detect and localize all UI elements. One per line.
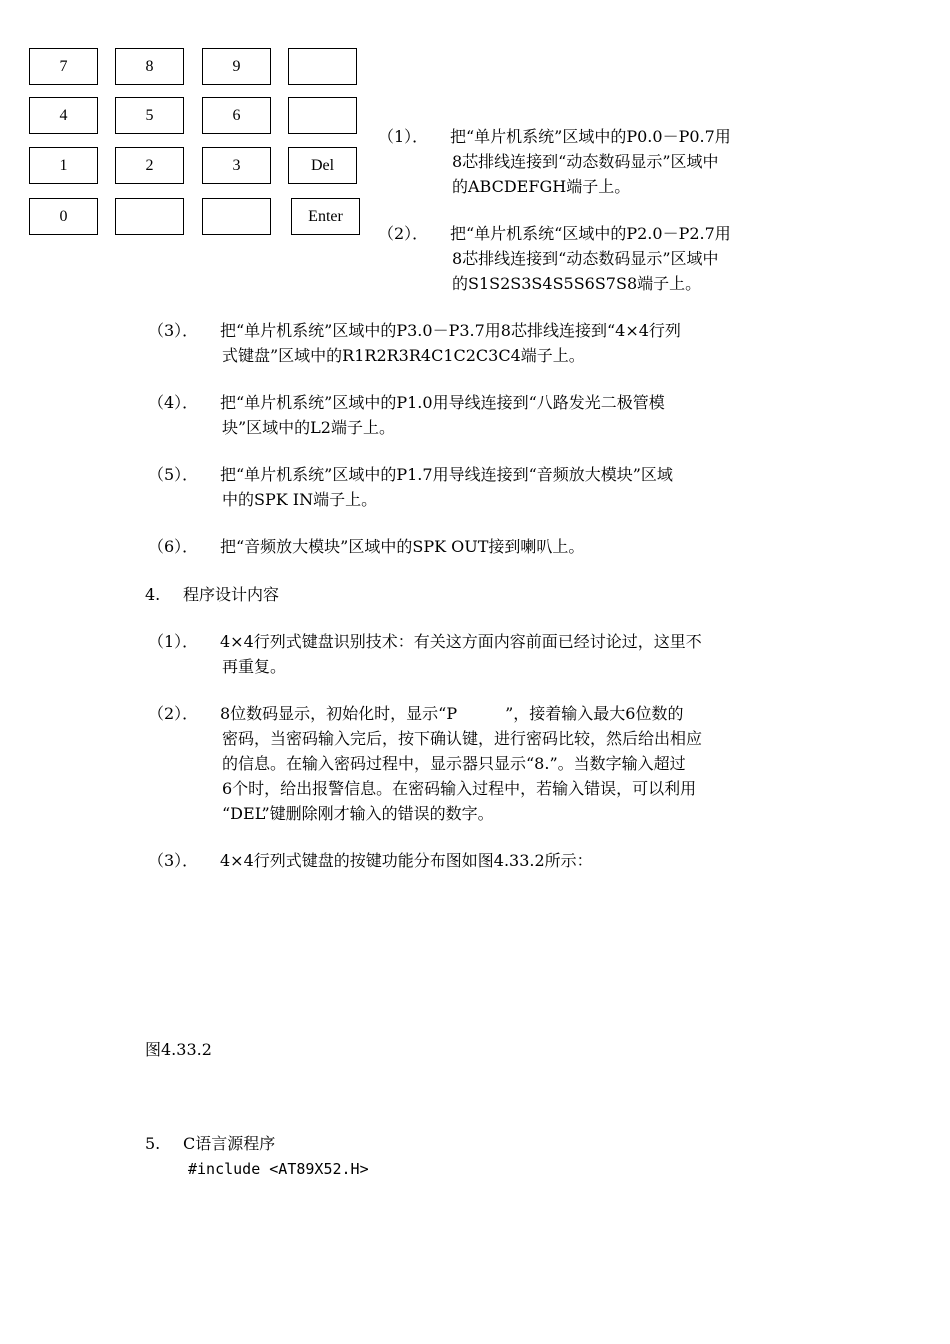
key-1: 1 (29, 147, 98, 184)
item-line: 的ABCDEFGH端子上。 (452, 177, 631, 196)
key-0: 0 (29, 198, 98, 235)
key-7: 7 (29, 48, 98, 85)
item-line: 8芯排线连接到“动态数码显示”区域中 (452, 152, 719, 171)
key-blank-r2 (288, 97, 357, 134)
key-blank-r4b (202, 198, 271, 235)
item-number: （3）． (148, 321, 199, 340)
figure-caption: 图4.33.2 (145, 1040, 212, 1059)
item-line: 把“单片机系统”区域中的P1.0用导线连接到“八路发光二极管模 (220, 393, 665, 412)
item-number: （3）． (148, 851, 199, 870)
item-line: 把“单片机系统”区域中的P3.0－P3.7用8芯排线连接到“4×4行列 (220, 321, 681, 340)
item-line: 的信息。在输入密码过程中，显示器只显示“8.”。当数字输入超过 (222, 754, 686, 773)
key-9: 9 (202, 48, 271, 85)
key-4: 4 (29, 97, 98, 134)
item-line: 8芯排线连接到“动态数码显示”区域中 (452, 249, 719, 268)
item-line: 把“单片机系统”区域中的P1.7用导线连接到“音频放大模块”区域 (220, 465, 673, 484)
item-number: （1）． (378, 127, 429, 146)
item-number: （2）． (148, 704, 199, 723)
item-line: 把“音频放大模块”区域中的SPK OUT接到喇叭上。 (220, 537, 585, 556)
item-line: 8位数码显示，初始化时，显示“P ”，接着输入最大6位数的 (220, 704, 684, 723)
item-number: （2）． (378, 224, 429, 243)
item-line: 4×4行列式键盘识别技术：有关这方面内容前面已经讨论过，这里不 (220, 632, 702, 651)
key-3: 3 (202, 147, 271, 184)
section-title: C语言源程序 (183, 1134, 276, 1153)
item-line: 把“单片机系统“区域中的P2.0－P2.7用 (450, 224, 731, 243)
section-title: 程序设计内容 (183, 585, 280, 604)
key-blank-r1 (288, 48, 357, 85)
key-8: 8 (115, 48, 184, 85)
item-line: 块”区域中的L2端子上。 (222, 418, 395, 437)
section-number: 4. (145, 585, 161, 604)
code-line: #include <AT89X52.H> (188, 1160, 369, 1178)
key-blank-r4a (115, 198, 184, 235)
item-line: 式键盘”区域中的R1R2R3R4C1C2C3C4端子上。 (222, 346, 585, 365)
item-line: 中的SPK IN端子上。 (222, 490, 378, 509)
section-number: 5. (145, 1134, 161, 1153)
key-2: 2 (115, 147, 184, 184)
item-line: 4×4行列式键盘的按键功能分布图如图4.33.2所示： (220, 851, 593, 870)
item-line: 把“单片机系统”区域中的P0.0－P0.7用 (450, 127, 731, 146)
key-5: 5 (115, 97, 184, 134)
key-enter: Enter (291, 198, 360, 235)
item-line: 的S1S2S3S4S5S6S7S8端子上。 (452, 274, 702, 293)
item-number: （6）． (148, 537, 199, 556)
item-line: “DEL”键删除刚才输入的错误的数字。 (222, 804, 494, 823)
item-line: 再重复。 (222, 657, 287, 676)
item-number: （4）． (148, 393, 199, 412)
key-6: 6 (202, 97, 271, 134)
item-line: 6个时，给出报警信息。在密码输入过程中，若输入错误，可以利用 (222, 779, 697, 798)
item-line: 密码，当密码输入完后，按下确认键，进行密码比较，然后给出相应 (222, 729, 703, 748)
key-del: Del (288, 147, 357, 184)
item-number: （1）． (148, 632, 199, 651)
item-number: （5）． (148, 465, 199, 484)
